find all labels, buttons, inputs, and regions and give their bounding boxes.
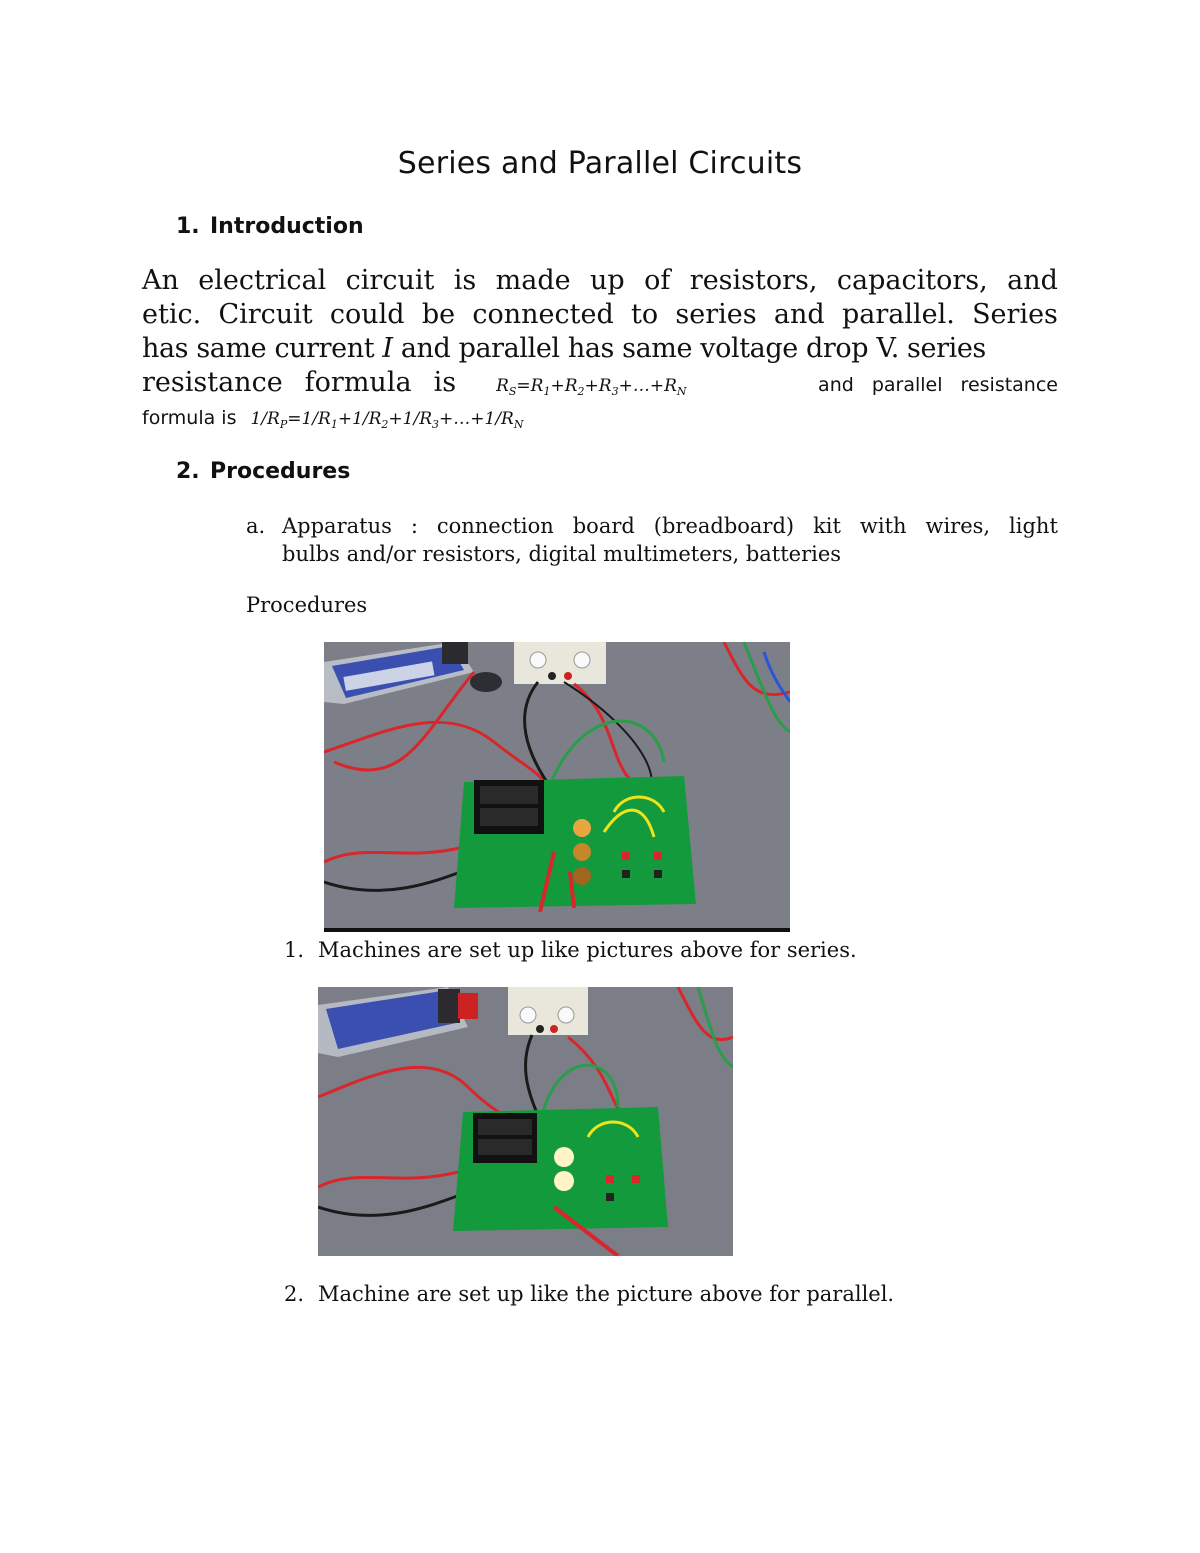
introduction-paragraph (142, 264, 1058, 442)
section-number: 2. (176, 459, 200, 484)
list-marker: 1. (284, 938, 305, 962)
series-circuit-photo (324, 642, 790, 932)
section-title: Procedures (210, 459, 351, 484)
intro-line-1: An electrical circuit is made up of resistors, capacitors, and (142, 265, 1058, 296)
list-marker: 2. (284, 1282, 305, 1306)
section-number: 1. (176, 214, 200, 239)
series-resistance-formula: $R_S=R_1+R_2+R_3+\dots+R_N$ (496, 376, 687, 398)
step-1 (284, 936, 857, 964)
procedures-label: Procedures (246, 593, 368, 617)
list-marker: a. (246, 514, 266, 538)
parallel-resistance-formula: $1/R_P=1/R_1+1/R_2+1/R_3+\dots+1/R_N$ (250, 409, 524, 431)
section-title: Introduction (210, 214, 364, 239)
apparatus-item (246, 512, 1058, 568)
intro-line-3: has same current I and parallel has same voltage drop V. series (142, 333, 986, 364)
step-text: Machines are set up like pictures above for series. (318, 938, 857, 962)
intro-line-5: formula is $1/R_P=1/R_1+1/R_2+1/R_3+\dots+1/R_N$ (142, 401, 1058, 442)
parallel-circuit-photo (318, 987, 733, 1256)
document-title: Series and Parallel Circuits (397, 146, 803, 181)
intro-line-4: resistance formula is $R_S=R_1+R_2+R_3+\dots+R_N$ and parallel resistance (142, 366, 1058, 409)
apparatus-line-2: bulbs and/or resistors, digital multimeters, batteries (282, 542, 842, 566)
section-heading-introduction (176, 214, 364, 239)
intro-line-2: etic. Circuit could be connected to series and parallel. Series (142, 299, 1058, 330)
section-heading-procedures (176, 459, 350, 484)
apparatus-line-1: Apparatus : connection board (breadboard) kit with wires, light (282, 514, 1058, 538)
step-2 (284, 1280, 894, 1308)
step-text: Machine are set up like the picture above for parallel. (318, 1282, 895, 1306)
